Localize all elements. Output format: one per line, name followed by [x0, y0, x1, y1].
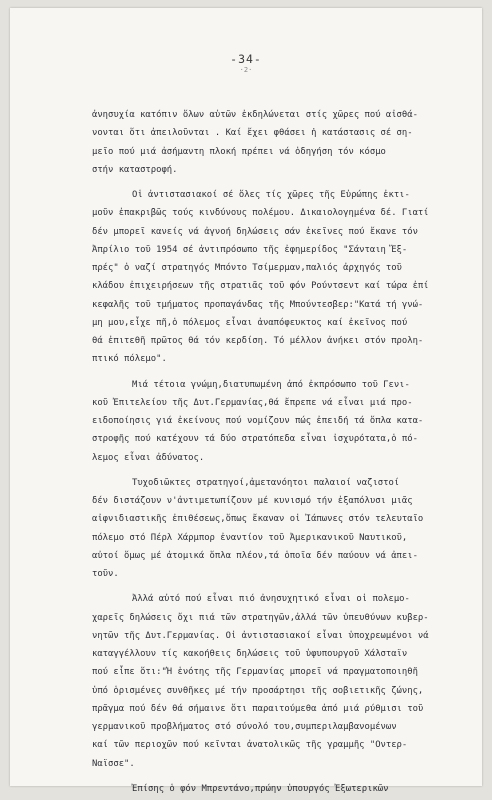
text-line: κεφαλῆς τοῦ τμήματος προπαγάνδας τῆς Μπούντεσβερ:"Κατά τή γνώ- — [92, 299, 424, 310]
text-line: αἰφνιδιαστικῆς ἐπιθέσεως,ὅπως ἔκαναν οἱ Ἰάπωνες στόν τελευταῖο — [92, 514, 424, 525]
text-line: αὐτοί ὅμως μέ ἀτομικά ὅπλα πλέον,τά ὁποῖα δέν παύουν νά ἀπει- — [92, 550, 418, 561]
text-line: κοῦ Ἐπιτελείου τῆς Δυτ.Γερμανίας,θά ἔπρεπε νά εἶναι μιά προ- — [92, 397, 413, 408]
text-line: Οἱ ἀντιστασιακοί σέ ὅλες τίς χῶρες τῆς Εὐρώπης ἐκτι- — [132, 190, 410, 200]
text-line: πτικό πόλεμο". — [92, 354, 167, 365]
text-line: στήν καταστροφή. — [92, 164, 178, 175]
text-line: γερμανικοῦ προβλήματος στό σύνολό του,συμπεριλαμβανομένων — [92, 722, 397, 732]
text-line: κλάδου ἐπιχειρήσεων τῆς στρατιᾶς τοῦ φόν Ρούντσεντ καί τώρα ἐπί — [92, 281, 429, 292]
text-line: λεμος εἶναι ἀδύνατος. — [92, 452, 205, 463]
text-line: Ἀπρίλιο τοῦ 1954 σέ ἀντιπρόσωπο τῆς ἐφημερίδος "Σάνταιη Ἔξ- — [92, 244, 408, 255]
text-line: τοῦν. — [92, 569, 119, 579]
text-line: ειδοποίησις γιά ἐκείνους πού νομίζουν πώς ἐπειδή τά ὅπλα κατα- — [92, 416, 424, 426]
page-number: -34- — [230, 52, 262, 66]
text-line: πόλεμο στό Πέρλ Χάρμπορ ἐναντίον τοῦ Ἀμερικανικοῦ Ναυτικοῦ, — [92, 532, 408, 543]
text-line: ἀνησυχία κατόπιν ὅλων αὐτῶν ἐκδηλώνεται στίς χῶρες πού αἰσθά- — [92, 110, 418, 120]
text-line: καταγγέλλουν τίς κακοήθεις δηλώσεις τοῦ ὑφυπουργοῦ Χάλσταϊν — [92, 649, 408, 659]
document-page — [10, 8, 482, 794]
text-line: νονται ὅτι ἀπειλοῦνται . Καί ἔχει φθάσει ἡ κατάστασις σέ ση- — [92, 128, 413, 139]
text-line: μοῦν ἐπακριβῶς τούς κινδύνους πολέμου. Δικαιολογημένα δέ. Γιατί — [92, 208, 429, 219]
text-line: δέν διστάζουν ν'ἀντιμετωπίζουν μέ κυνισμό τήν ἐξαπόλυσι μιᾶς — [92, 496, 413, 506]
text-line: μη μου,εἶχε πῆ,ὁ πόλεμος εἶναι ἀναπόφευκτος καί ἐκεῖνος πού — [92, 317, 408, 328]
body-text — [92, 106, 462, 798]
page-mark: ·2· — [239, 66, 253, 74]
text-line: Ναϊσσε". — [92, 758, 135, 769]
text-line: μεῖο πού μιά ἀσήμαντη πλοκή πρέπει νά ὁδηγήση τόν κόσμο — [92, 146, 386, 157]
text-line: Ἐπίσης ὁ φόν Μπρεντάνο,πρώην ὑπουργός Ἐξωτερικῶν — [132, 783, 389, 794]
text-line: χαρεῖς δηλώσεις ὄχι πιά τῶν στρατηγῶν,ἀλλά τῶν ὑπευθύνων κυβερ- — [92, 612, 429, 623]
text-line: Μιά τέτοια γνώμη,διατυπωμένη ἀπό ἐκπρόσωπο τοῦ Γενι- — [132, 379, 410, 390]
text-line: πρᾶγμα πού δέν θά σήμαινε ὅτι παραιτούμεθα ἀπό μιά ρύθμισι τοῦ — [92, 703, 424, 714]
text-line: δέν μπορεῖ κανείς νά ἀγνοή δηλώσεις σάν ἐκεῖνες πού ἔκανε τόν — [92, 226, 418, 237]
text-line: ὑπό ὁρισμένες συνθῆκες μέ τήν προσάρτησι τῆς σοβιετικῆς ζώνης, — [92, 685, 424, 696]
text-line: πρές" ὁ ναζί στρατηγός Μπόντο Τσίμερμαν,παλιός ἀρχηγός τοῦ — [92, 263, 402, 273]
text-line: καί τῶν περιοχῶν πού κεῖνται ἀνατολικῶς τῆς γραμμῆς "Οντερ- — [92, 740, 408, 751]
text-line: θά ἐπιτεθῆ πρῶτος θά τόν κερδίση. Τό μέλλον ἀνήκει στόν προλη- — [92, 336, 424, 346]
text-line: στροφῆς πού κατέχουν τά δύο στρατόπεδα εἶναι ἰσχυρότατα,ὁ πό- — [92, 434, 418, 445]
text-line: πού εἶπε ὅτι:"Ἡ ἑνότης τῆς Γερμανίας μπορεῖ νά πραγματοποιηθῆ — [92, 667, 418, 678]
text-line: Τυχοδιῶκτες στρατηγοί,ἀμετανόητοι παλαιοί ναζιστοί — [132, 477, 400, 488]
text-line: Ἀλλά αὐτό πού εἶναι πιό ἀνησυχητικό εἶναι οἱ πολεμο- — [132, 594, 410, 605]
text-line: νητῶν τῆς Δυτ.Γερμανίας. Οἱ ἀντιστασιακοί εἶναι ὑποχρεωμένοι νά — [92, 630, 429, 641]
